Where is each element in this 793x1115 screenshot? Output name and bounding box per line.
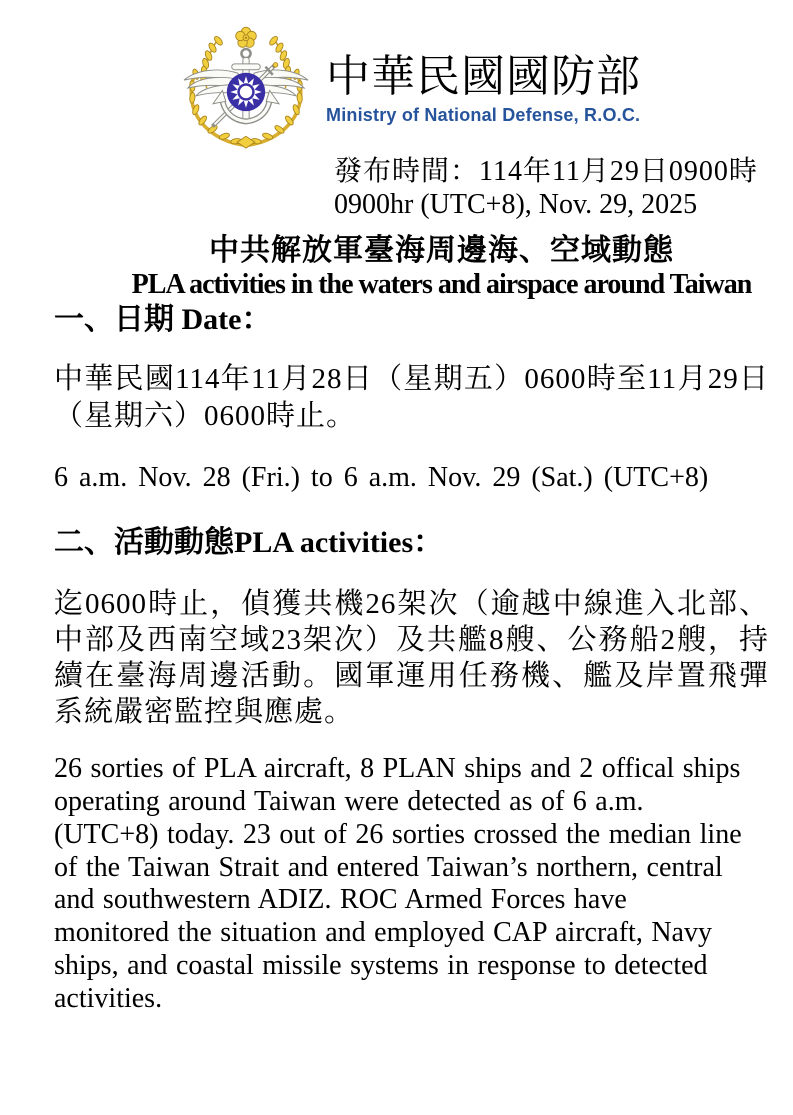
release-time-en: 0900hr (UTC+8), Nov. 29, 2025 [334, 189, 698, 221]
section-date [54, 301, 769, 494]
document-title-zh: 中共解放軍臺海周邊海、空域動態 [209, 234, 674, 268]
ministry-title-en: Ministry of National Defense, R.O.C. [326, 104, 641, 125]
section-date-heading: 一、日期 Date： [54, 303, 272, 337]
text-line: activities. [54, 982, 163, 1014]
text-line: monitored the situation and employed CAP aircraft, Navy [54, 917, 712, 949]
date-paragraph-zh: 中華民國114年11月28日（星期五）0600時至11月29日（星期六）0600時止。 [54, 362, 769, 433]
plum-blossom [236, 27, 257, 47]
mnd-roc-emblem-icon [177, 25, 315, 153]
release-time [334, 155, 793, 221]
document-title-en: PLA activities in the waters and airspace around Taiwan [131, 269, 752, 301]
document-titles [54, 233, 769, 301]
header [0, 0, 793, 153]
activities-paragraph-en [54, 753, 769, 1015]
text-line: (UTC+8) today. 23 out of 26 sorties crossed the median line [54, 818, 742, 850]
text-line: ships, and coastal missile systems in response to detected [54, 949, 708, 981]
activities-paragraph-zh: 迄0600時止，偵獲共機26架次（逾越中線進入北部、中部及西南空域23架次）及共艦8艘、公務船2艘，持續在臺海周邊活動。國軍運用任務機、艦及岸置飛彈系統嚴密監控與應處。 [54, 587, 769, 728]
text-line: of the Taiwan Strait and entered Taiwan’s northern, central [54, 851, 723, 883]
header-titles [326, 52, 641, 125]
section-activities [54, 524, 769, 1015]
ministry-title-zh: 中華民國國防部 [326, 52, 641, 102]
document-body [0, 233, 793, 1015]
text-line: 26 sorties of PLA aircraft, 8 PLAN ships and 2 offical ships [54, 753, 741, 785]
section-activities-heading: 二、活動動態PLA activities： [54, 526, 444, 560]
release-time-zh: 發布時間：114年11月29日0900時 [334, 156, 758, 187]
roc-sun [227, 73, 265, 111]
text-line: and southwestern ADIZ. ROC Armed Forces have [54, 884, 627, 916]
date-paragraph-en: 6 a.m. Nov. 28 (Fri.) to 6 a.m. Nov. 29 (Sat.) (UTC+8) [54, 462, 709, 494]
text-line: operating around Taiwan were detected as of 6 a.m. [54, 786, 644, 818]
